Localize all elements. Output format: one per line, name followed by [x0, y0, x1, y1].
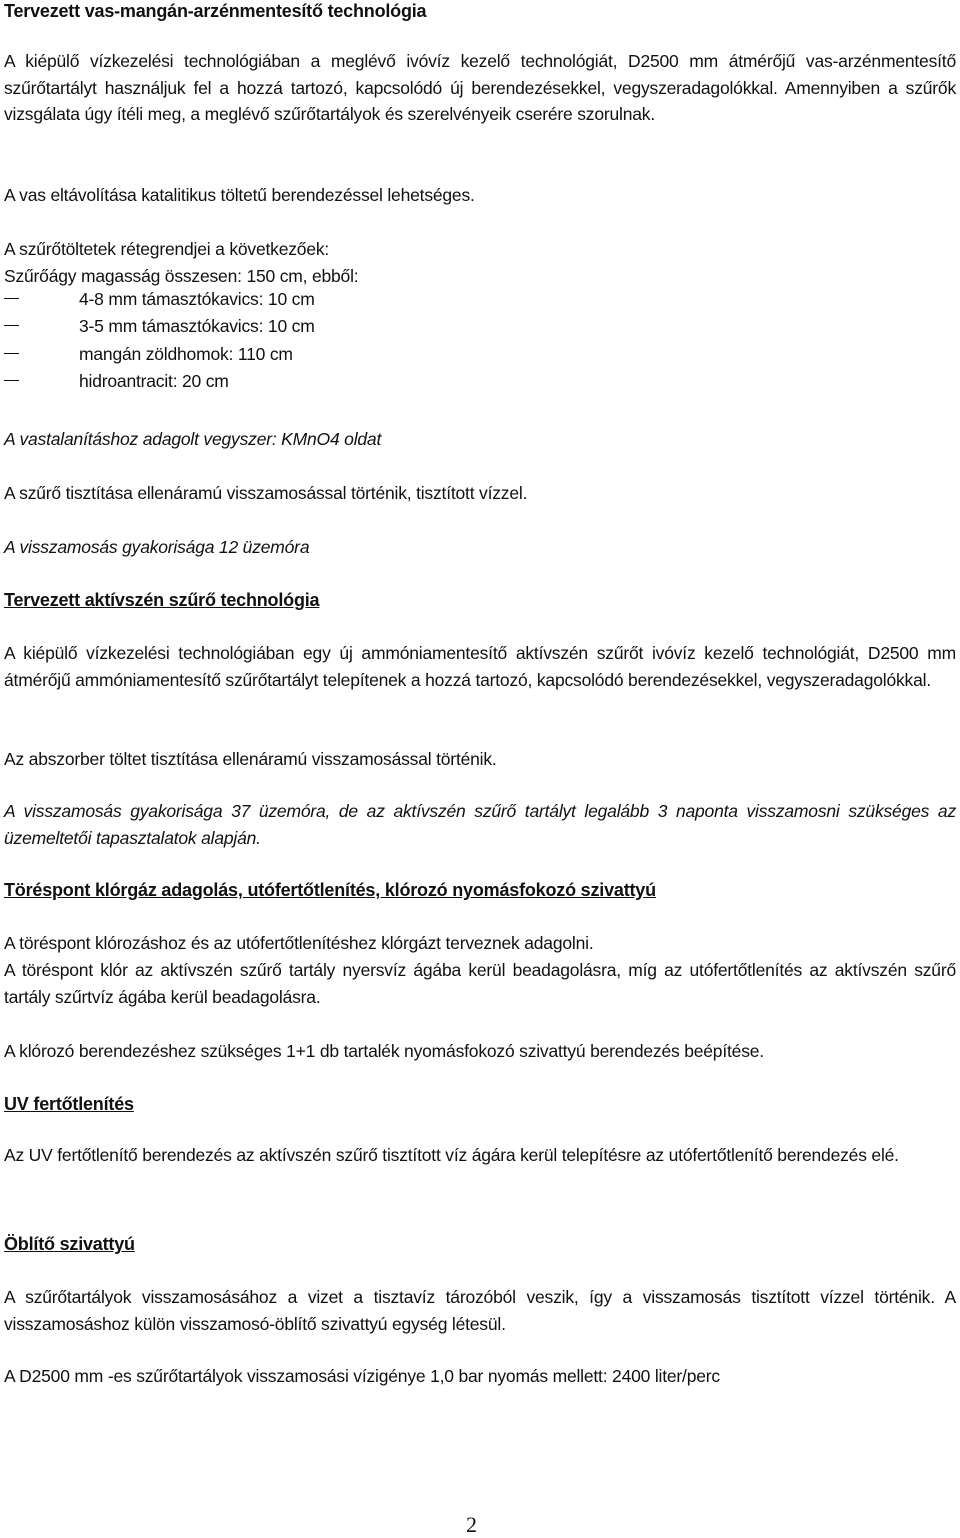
list-item-text: mangán zöldhomok: 110 cm	[79, 343, 293, 364]
paragraph: A kiépülő vízkezelési technológiában egy új ammóniamentesítő aktívszén szűrőt ivóvíz kezelő technológiát, D2500 mm átmérőjű ammóniamentesítő szűrőtartályt telepítenek a hozzá tartozó, kapcsolódó berendezésekkel, vegyszeradagolókkal.	[4, 643, 956, 690]
paragraph: A töréspont klór az aktívszén szűrő tartály nyersvíz ágába kerül beadagolásra, míg az utófertőtlenítés az aktívszén szűrő tartály szűrtvíz ágába kerül beadagolásra.	[4, 960, 956, 1007]
dash-bullet-icon	[4, 353, 19, 354]
paragraph: A töréspont klórozáshoz és az utófertőtlenítéshez klórgázt terveznek adagolni.	[4, 933, 594, 953]
section-title-uv-disinfection: UV fertőtlenítés	[4, 1094, 134, 1114]
paragraph: A visszamosás gyakorisága 12 üzemóra	[4, 537, 310, 557]
paragraph: Szűrőágy magasság összesen: 150 cm, ebből:	[4, 266, 359, 286]
paragraph: Az abszorber töltet tisztítása ellenáramú visszamosással történik.	[4, 749, 497, 769]
paragraph: A visszamosás gyakorisága 37 üzemóra, de az aktívszén szűrő tartályt legalább 3 naponta visszamosni szükséges az üzemeltetői tapasztalatok alapján.	[4, 801, 956, 848]
list-item-text: hidroantracit: 20 cm	[79, 370, 229, 391]
paragraph: A szűrőtöltetek rétegrendjei a következőek:	[4, 239, 330, 259]
paragraph: A klórozó berendezéshez szükséges 1+1 db tartalék nyomásfokozó szivattyú berendezés beépítése.	[4, 1041, 764, 1061]
paragraph: A szűrő tisztítása ellenáramú visszamosással történik, tisztított vízzel.	[4, 483, 528, 503]
paragraph: A kiépülő vízkezelési technológiában a meglévő ivóvíz kezelő technológiát, D2500 mm átmérőjű vas-arzénmentesítő szűrőtartályt használjuk fel a hozzá tartozó, kapcsolódó új berendezésekkel, vegyszeradagolókkal. Amennyiben a szűrők vizsgálata úgy ítéli meg, a meglévő szűrőtartályok és szerelvényeik cserére szorulnak.	[4, 51, 956, 124]
dash-bullet-icon	[4, 380, 19, 381]
section-title-activated-carbon: Tervezett aktívszén szűrő technológia	[4, 590, 320, 610]
section-title-rinse-pump: Öblítő szivattyú	[4, 1234, 135, 1254]
dash-bullet-icon	[4, 325, 19, 326]
list-item-text: 3-5 mm támasztókavics: 10 cm	[79, 316, 315, 337]
section-title-chlorine-dosing: Töréspont klórgáz adagolás, utófertőtlenítés, klórozó nyomásfokozó szivattyú	[4, 880, 656, 900]
paragraph: A D2500 mm -es szűrőtartályok visszamosási vízigénye 1,0 bar nyomás mellett: 2400 liter/perc	[4, 1366, 720, 1386]
dash-bullet-icon	[4, 298, 19, 299]
paragraph: A vas eltávolítása katalitikus töltetű berendezéssel lehetséges.	[4, 185, 475, 205]
section-title-iron-manganese-arsenic: Tervezett vas-mangán-arzénmentesítő technológia	[4, 1, 427, 21]
paragraph: Az UV fertőtlenítő berendezés az aktívszén szűrő tisztított víz ágára kerül telepítésre az utófertőtlenítő berendezés elé.	[4, 1145, 899, 1165]
paragraph: A vastalanításhoz adagolt vegyszer: KMnO4 oldat	[4, 429, 382, 449]
page-number: 2	[466, 1512, 477, 1537]
paragraph: A szűrőtartályok visszamosásához a vizet a tisztavíz tározóból veszik, így a visszamosás tisztított vízzel történik. A visszamosáshoz külön visszamosó-öblítő szivattyú egység létesül.	[4, 1287, 956, 1334]
list-item-text: 4-8 mm támasztókavics: 10 cm	[79, 289, 315, 309]
